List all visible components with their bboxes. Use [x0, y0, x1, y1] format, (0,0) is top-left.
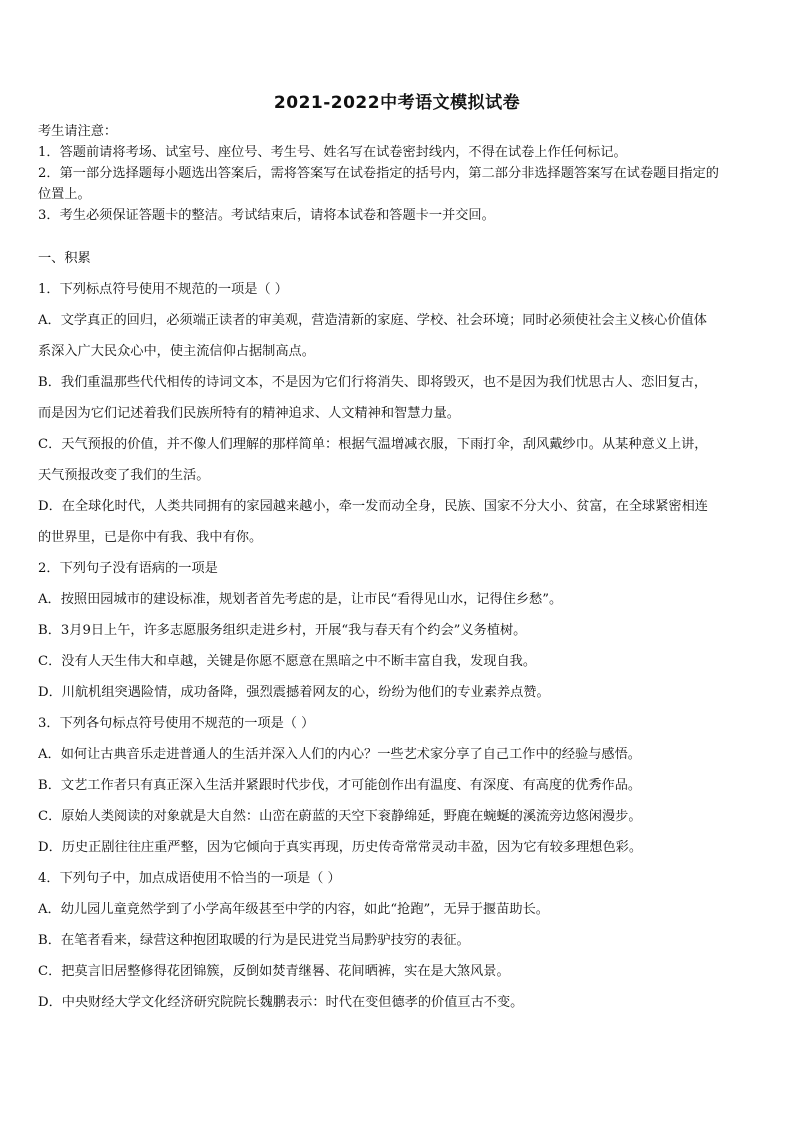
notice-line: 2．第一部分选择题每小题选出答案后，需将答案写在试卷指定的括号内，第二部分非选择题答案写在试卷题目指定的 — [38, 166, 719, 181]
question-1-option-a: A．文学真正的回归，必须端正读者的审美观，营造清新的家庭、学校、社会环境；同时必须使社会主义核心价值体 — [38, 313, 707, 328]
question-3-option-a: A．如何让古典音乐走进普通人的生活并深入人们的内心？一些艺术家分享了自己工作中的经验与感悟。 — [38, 747, 641, 762]
question-1-option-c: C．天气预报的价值，并不像人们理解的那样简单：根据气温增减衣服，下雨打伞，刮风戴纱巾。从某种意义上讲， — [38, 437, 708, 452]
question-4-option-d: D．中央财经大学文化经济研究院院长魏鹏表示：时代在变但德孝的价值亘古不变。 — [38, 995, 524, 1010]
question-1-option-d-cont: 的世界里，已是你中有我、我中有你。 — [38, 530, 263, 545]
question-1-option-c-cont: 天气预报改变了我们的生活。 — [38, 468, 210, 483]
question-1: 1．下列标点符号使用不规范的一项是（ ） — [38, 282, 288, 297]
notice-line: 3．考生必须保证答题卡的整洁。考试结束后，请将本试卷和答题卡一并交回。 — [38, 208, 495, 223]
question-1-option-b: B．我们重温那些代代相传的诗词文本，不是因为它们行将消失、即将毁灭，也不是因为我们忧思古人、恋旧复古， — [38, 375, 708, 390]
question-4: 4．下列句子中，加点成语使用不恰当的一项是（ ） — [38, 871, 341, 886]
question-4-option-a: A．幼儿园儿童竟然学到了小学高年级甚至中学的内容，如此“抢跑”，无异于揠苗助长。 — [38, 902, 549, 917]
question-2-option-c: C．没有人天生伟大和卓越，关键是你愿不愿意在黑暗之中不断丰富自我，发现自我。 — [38, 654, 537, 669]
question-3-option-c: C．原始人类阅读的对象就是大自然：山峦在蔚蓝的天空下衮静绵延，野鹿在蜿蜒的溪流旁边悠闲漫步。 — [38, 809, 642, 824]
candidate-notice — [38, 121, 762, 226]
question-2-option-b: B．3月9日上午，许多志愿服务组织走进乡村，开展“我与春天有个约会”义务植树。 — [38, 623, 527, 638]
question-2-option-d: D．川航机组突遇险情，成功备降，强烈震撼着网友的心，纷纷为他们的专业素养点赞。 — [38, 685, 550, 700]
notice-line: 位置上。 — [38, 187, 91, 202]
question-4-option-b: B．在笔者看来，绿营这种抱团取暖的行为是民进党当局黔驴技穷的表征。 — [38, 933, 470, 948]
question-2: 2．下列句子没有语病的一项是 — [38, 561, 218, 576]
question-3-option-b: B．文艺工作者只有真正深入生活并紧跟时代步伐，才可能创作出有温度、有深度、有高度的优秀作品。 — [38, 778, 642, 793]
exam-title: 2021-2022中考语文模拟试卷 — [273, 93, 521, 113]
exam-body — [38, 243, 762, 1018]
question-2-option-a: A．按照田园城市的建设标准，规划者首先考虑的是，让市民“看得见山水，记得住乡愁”。 — [38, 592, 563, 607]
question-3-option-d: D．历史正剧往往庄重严整，因为它倾向于真实再现，历史传奇常常灵动丰盈，因为它有较多理想色彩。 — [38, 840, 643, 855]
question-1-option-d: D．在全球化时代，人类共同拥有的家园越来越小，牵一发而动全身，民族、国家不分大小、贫富，在全球紧密相连 — [38, 499, 708, 514]
notice-line: 1．答题前请将考场、试室号、座位号、考生号、姓名写在试卷密封线内，不得在试卷上作任何标记。 — [38, 145, 627, 160]
section-heading: 一、积累 — [38, 251, 91, 266]
notice-heading: 考生请注意： — [38, 124, 118, 139]
question-4-option-c: C．把莫言旧居整修得花团锦簇，反倒如焚青继晷、花间晒裤，实在是大煞风景。 — [38, 964, 510, 979]
question-1-option-a-cont: 系深入广大民众心中，使主流信仰占据制高点。 — [38, 344, 315, 359]
question-3: 3．下列各句标点符号使用不规范的一项是（ ） — [38, 716, 315, 731]
question-1-option-b-cont: 而是因为它们记述着我们民族所特有的精神追求、人文精神和智慧力量。 — [38, 406, 460, 421]
